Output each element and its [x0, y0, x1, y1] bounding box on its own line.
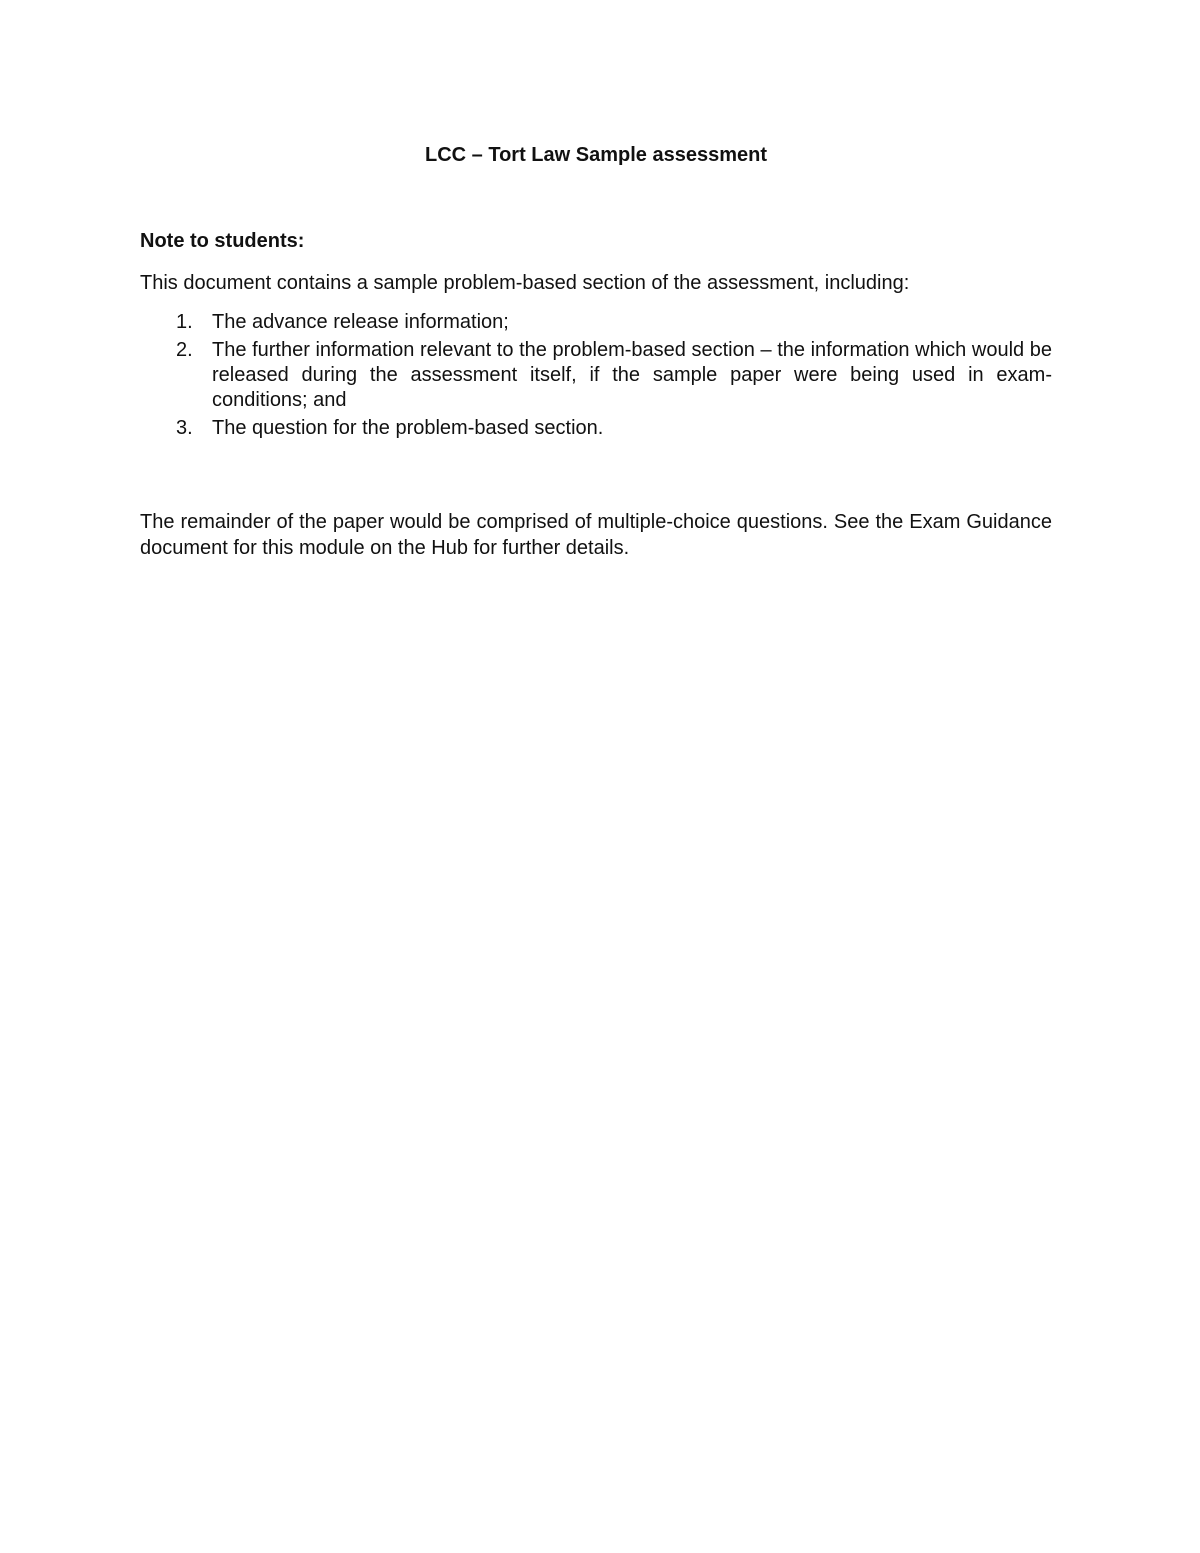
list-item-number: 2.: [176, 339, 193, 361]
list-item: [140, 416, 1052, 441]
list-item-text: The question for the problem-based section.: [212, 417, 604, 439]
list-item-text: The advance release information;: [212, 311, 509, 333]
list-item: [140, 310, 1052, 335]
note-heading: Note to students:: [140, 230, 305, 252]
numbered-list: [140, 310, 1052, 441]
list-item-text: The further information relevant to the problem-based section – the information which would be released during the assessment itself, if the sample paper were being used in exam-conditions; and: [212, 339, 1052, 411]
document-content: [140, 140, 1052, 561]
list-item: [140, 338, 1052, 413]
document-title: LCC – Tort Law Sample assessment: [425, 144, 767, 166]
intro-paragraph: This document contains a sample problem-based section of the assessment, including:: [140, 272, 910, 294]
list-item-number: 3.: [176, 417, 193, 439]
remainder-paragraph: The remainder of the paper would be comprised of multiple-choice questions. See the Exam Guidance document for this module on the Hub for further details.: [140, 511, 1052, 559]
list-item-number: 1.: [176, 311, 193, 333]
